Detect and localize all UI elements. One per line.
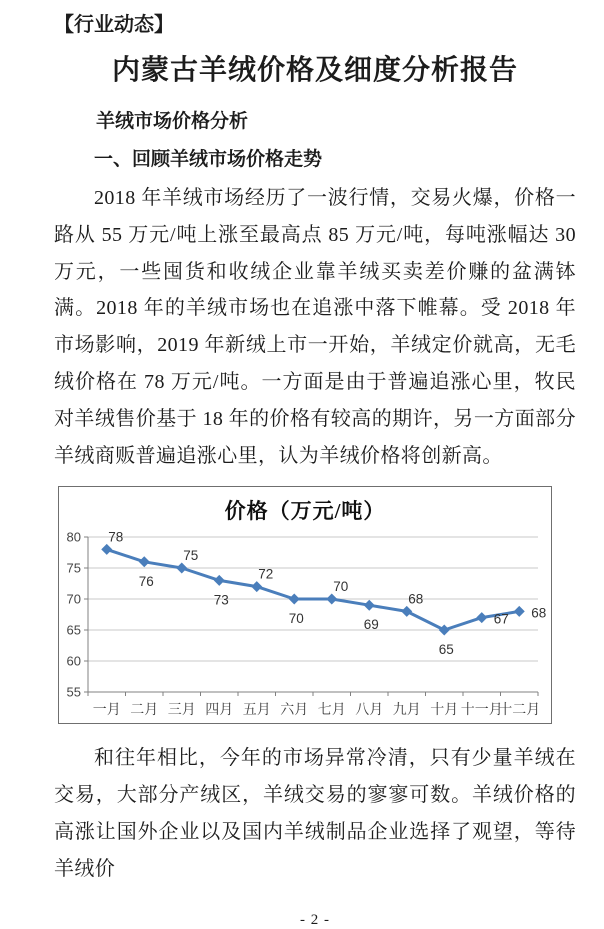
svg-text:十一月: 十一月 [460,701,503,718]
svg-text:68: 68 [531,605,547,621]
paragraph-market-review: 2018 年羊绒市场经历了一波行情，交易火爆，价格一路从 55 万元/吨上涨至最高点 85 万元/吨，每吨涨幅达 30 万元，一些囤货和收绒企业靠羊绒买卖差价赚的盆满钵满。2018 年的羊绒市场也在追涨中落下帷幕。受 2018 年市场影响，2019 年新绒上市一开始，羊绒定价就高，无毛绒价格在 78 万元/吨。一方面是由于普遍追涨心里，牧民对羊绒售价基于 18 年的价格有较高的期许，另一方面部分羊绒商贩普遍追涨心里，认为羊绒价格将创新高。 [54,187,576,467]
price-chart-svg [59,487,551,723]
svg-text:78: 78 [108,529,124,545]
page-number: - 2 - [300,911,330,928]
svg-text:75: 75 [66,560,81,576]
price-chart [58,486,552,724]
page-title: 内蒙古羊绒价格及细度分析报告 [111,55,518,86]
svg-text:70: 70 [288,611,304,627]
svg-text:十月: 十月 [430,701,459,718]
svg-text:75: 75 [183,548,199,564]
svg-text:65: 65 [66,622,81,638]
svg-text:十二月: 十二月 [498,701,541,718]
svg-text:76: 76 [138,574,154,590]
svg-text:六月: 六月 [280,701,309,718]
svg-text:73: 73 [213,592,229,608]
header-tag: 【行业动态】 [54,14,174,36]
svg-text:60: 60 [66,653,81,669]
section-heading: 一、回顾羊绒市场价格走势 [94,149,323,170]
svg-text:67: 67 [493,611,509,627]
paragraph-market-now: 和往年相比，今年的市场异常冷清，只有少量羊绒在交易，大部分产绒区，羊绒交易的寥寥可数。羊绒价格的高涨让国外企业以及国内羊绒制品企业选择了观望，等待羊绒价 [54,747,576,880]
svg-text:价格（万元/吨）: 价格（万元/吨） [224,499,386,524]
svg-text:九月: 九月 [392,701,421,718]
subtitle-heading: 羊绒市场价格分析 [96,111,249,132]
svg-text:80: 80 [66,529,81,545]
svg-text:69: 69 [363,617,379,633]
svg-text:三月: 三月 [167,701,196,718]
svg-text:四月: 四月 [205,701,234,718]
svg-text:65: 65 [438,642,454,658]
svg-text:70: 70 [333,579,349,595]
svg-text:70: 70 [66,591,81,607]
svg-text:55: 55 [66,684,81,700]
svg-text:五月: 五月 [242,701,271,718]
svg-text:68: 68 [408,591,424,607]
svg-text:72: 72 [258,566,274,582]
svg-text:八月: 八月 [355,701,384,718]
svg-text:一月: 一月 [92,701,121,718]
svg-text:七月: 七月 [317,701,346,718]
svg-text:二月: 二月 [130,701,159,718]
